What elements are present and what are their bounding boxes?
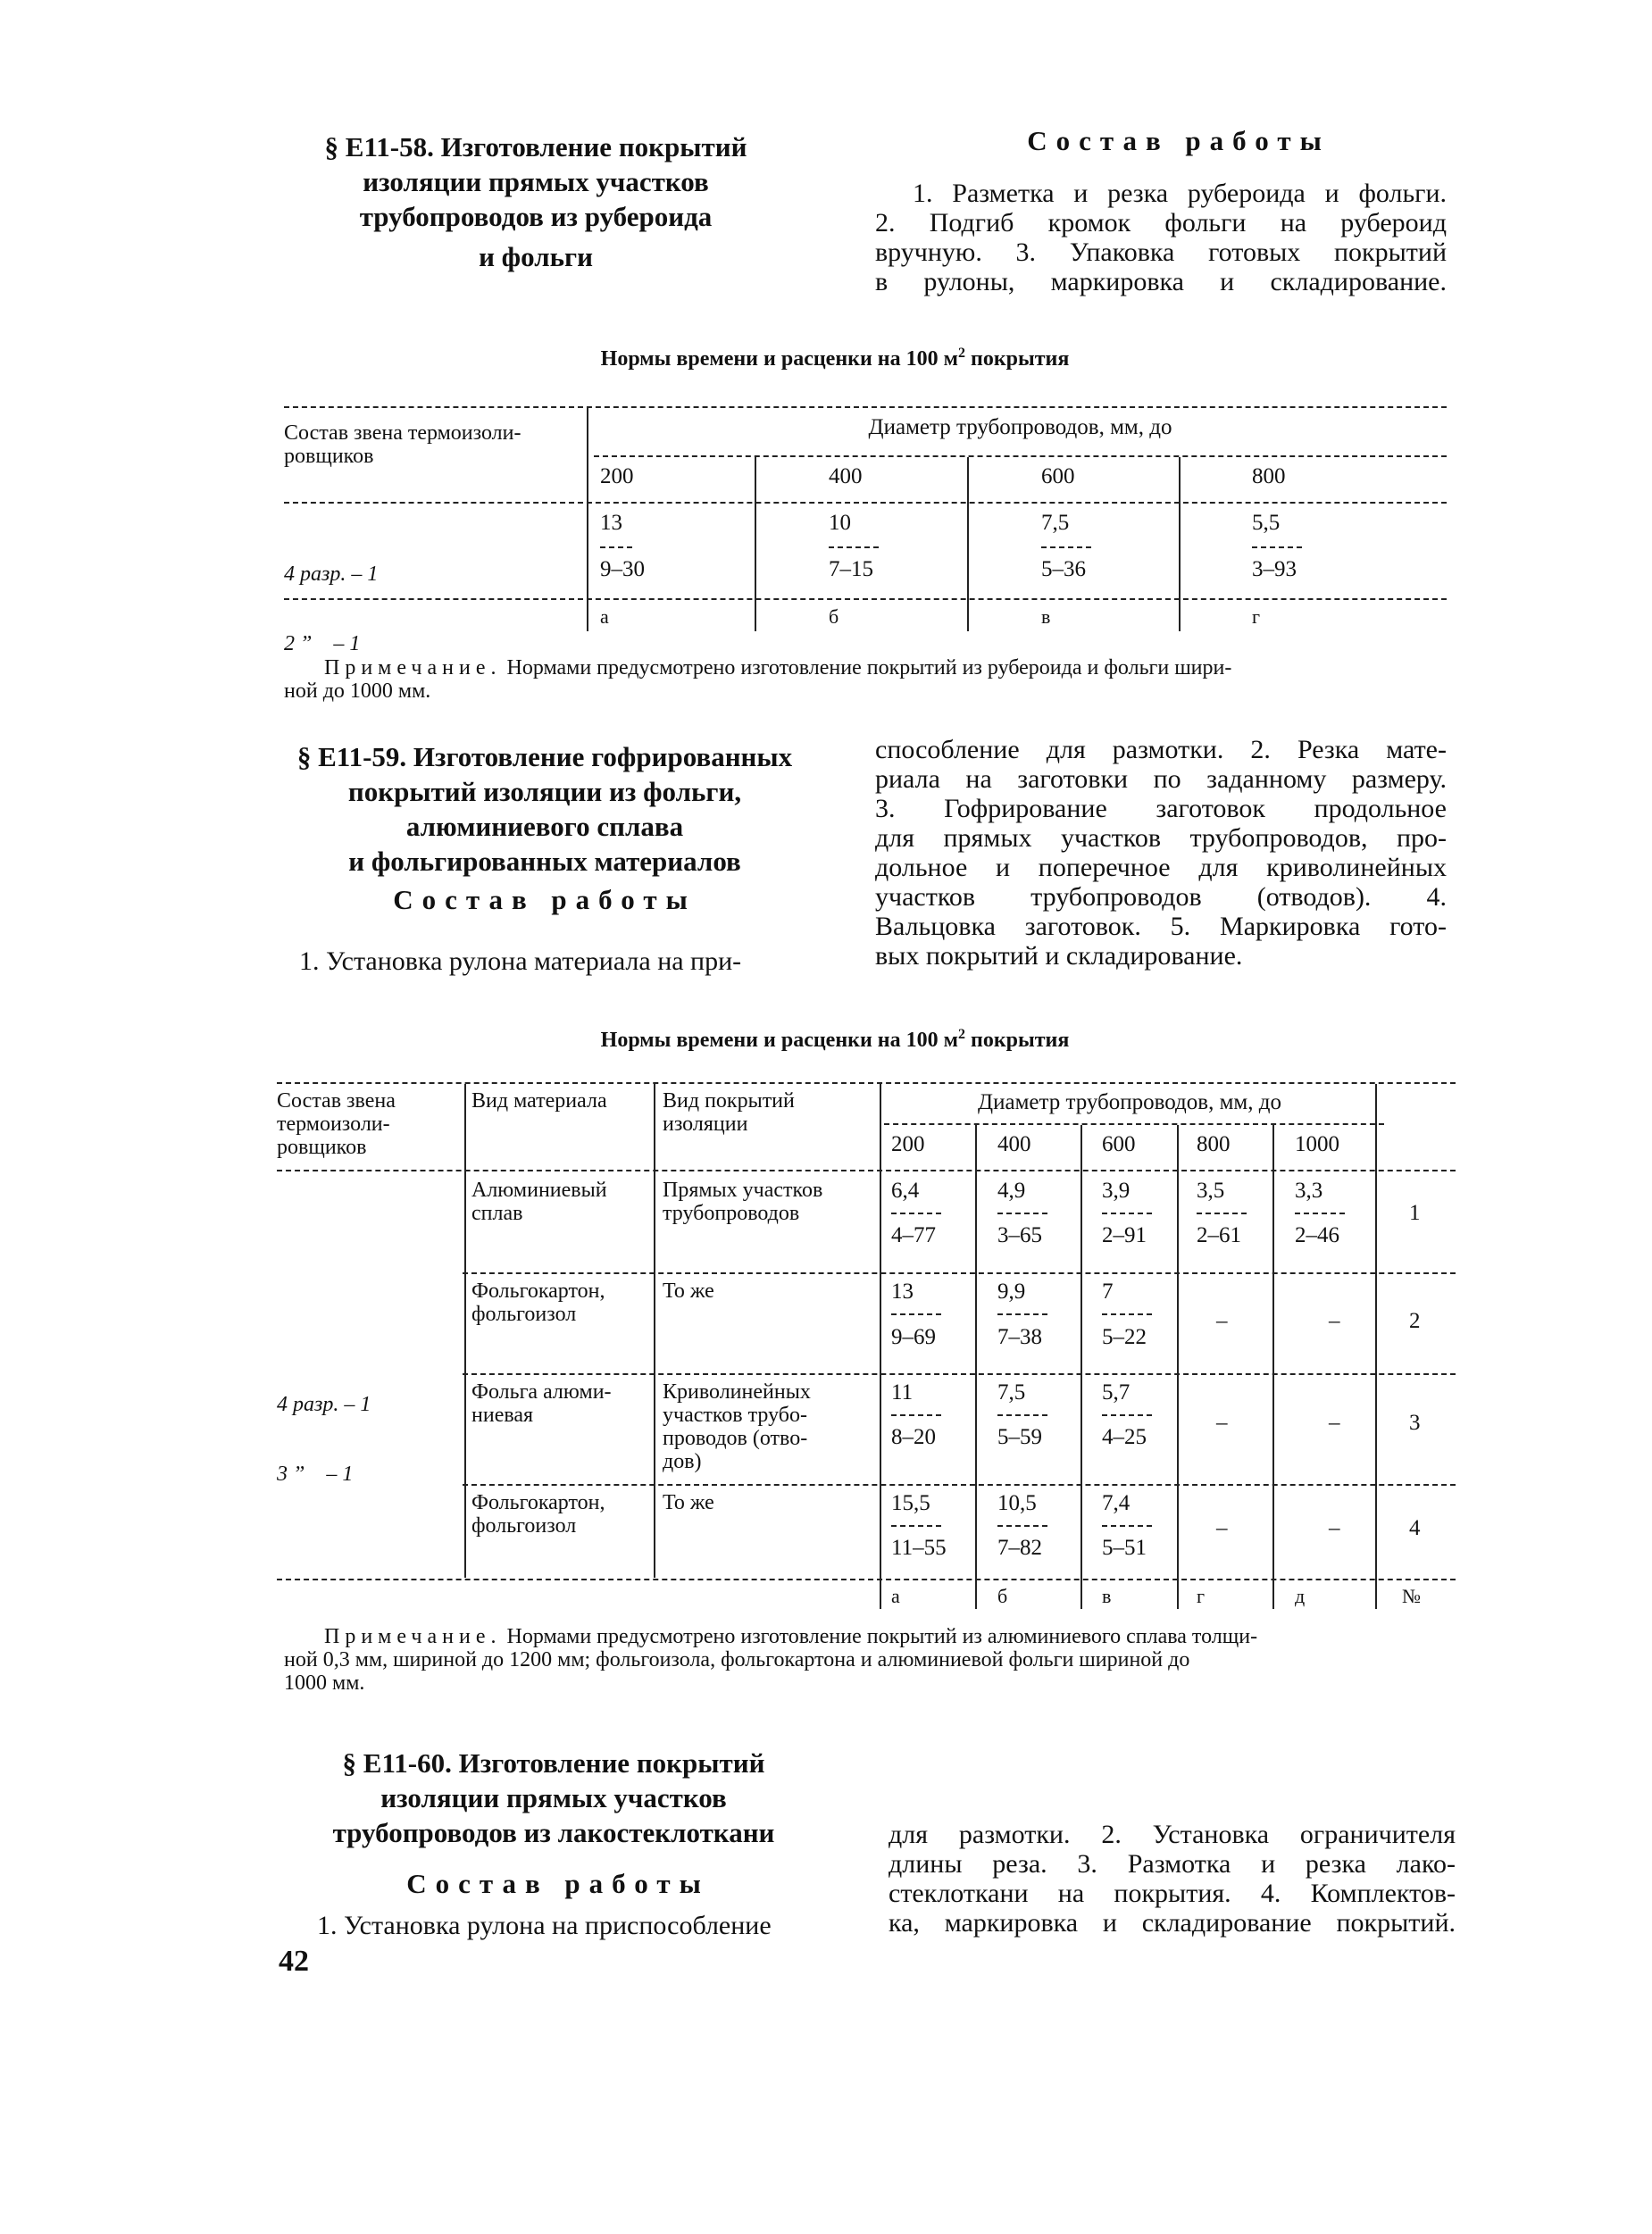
crew-line: 3 ” – 1 bbox=[277, 1463, 354, 1486]
s59-work-line: для прямых участков трубопроводов, про- bbox=[875, 823, 1447, 853]
s59-column-letter: д bbox=[1295, 1585, 1306, 1607]
s59-column-letter: г bbox=[1197, 1585, 1206, 1607]
s58-diameter: 400 bbox=[829, 464, 863, 488]
s59-row-number: 1 bbox=[1409, 1201, 1421, 1225]
s59-rate: 7–38 bbox=[997, 1325, 1042, 1349]
s59-dash: – bbox=[1329, 1516, 1340, 1540]
s59-work-line: Вальцовка заготовок. 5. Маркировка гото- bbox=[875, 912, 1447, 941]
s58-rate: 9–30 bbox=[600, 557, 645, 581]
s59-rate: 4–77 bbox=[891, 1223, 936, 1247]
note-line: ной 0,3 мм, шириной до 1200 мм; фольгоизола, фольгокартона и алюминиевой фольги шириной до bbox=[284, 1648, 1190, 1671]
s60-title-line: изоляции прямых участков bbox=[380, 1782, 727, 1813]
s60-work-right bbox=[889, 1820, 1456, 1938]
s59-row-cover: То же bbox=[663, 1280, 714, 1303]
s59-norm: 11 bbox=[891, 1380, 914, 1405]
note-line bbox=[284, 1625, 1447, 1648]
s59-diameter: 600 bbox=[1102, 1132, 1136, 1156]
s59-norm: 13 bbox=[891, 1280, 914, 1304]
s59-rate: 4–25 bbox=[1102, 1425, 1147, 1449]
s58-title-line: изоляции прямых участков bbox=[363, 166, 709, 197]
s59-norm: 3,9 bbox=[1102, 1179, 1131, 1203]
note-label: Примечание. bbox=[324, 1625, 502, 1648]
s58-header-crew: Состав звена термоизоли-ровщиков bbox=[284, 421, 521, 468]
s58-work-heading: Состав работы bbox=[1027, 125, 1331, 156]
s59-rate: 5–59 bbox=[997, 1425, 1042, 1449]
s58-title-line: § Е11-58. Изготовление покрытий bbox=[324, 131, 747, 163]
s60-title bbox=[304, 1746, 804, 1850]
s59-norm: 4,9 bbox=[997, 1179, 1026, 1203]
caption-text: Нормы времени и расценки на 100 м bbox=[600, 347, 958, 371]
s60-title-line: § Е11-60. Изготовление покрытий bbox=[342, 1747, 765, 1779]
s59-table-caption bbox=[500, 1027, 1170, 1053]
s58-title-line: трубопроводов из рубероида bbox=[359, 201, 713, 232]
s59-rate: 2–46 bbox=[1295, 1223, 1339, 1247]
s59-work-line: дольное и поперечное для криволинейных bbox=[875, 853, 1447, 882]
s58-rate: 3–93 bbox=[1252, 557, 1297, 581]
s59-row-cover: Криволинейных участков трубо-проводов (отво-дов) bbox=[663, 1380, 811, 1473]
s58-note bbox=[284, 656, 1447, 703]
s59-row-material: Фольгокартон, фольгоизол bbox=[471, 1280, 605, 1326]
s59-dash: – bbox=[1329, 1411, 1340, 1435]
s59-rate: 5–51 bbox=[1102, 1536, 1147, 1560]
s59-title-line: алюминиевого сплава bbox=[405, 811, 684, 842]
s59-diameter: 400 bbox=[997, 1132, 1031, 1156]
s59-title bbox=[268, 739, 822, 879]
crew-line: 4 разр. – 1 bbox=[277, 1393, 371, 1416]
caption-text-post: покрытия bbox=[964, 347, 1070, 371]
s59-column-letter: а bbox=[891, 1585, 900, 1607]
s58-table-caption bbox=[500, 346, 1170, 371]
s59-dash: – bbox=[1216, 1309, 1228, 1333]
s60-work-line: длины реза. 3. Размотка и резка лако- bbox=[889, 1849, 1456, 1879]
s59-rate: 5–22 bbox=[1102, 1325, 1147, 1349]
s59-rate: 7–82 bbox=[997, 1536, 1042, 1560]
caption-sup: 2 bbox=[957, 1027, 965, 1042]
s58-rate: 5–36 bbox=[1041, 557, 1086, 581]
s59-row-cover: То же bbox=[663, 1491, 714, 1514]
s58-work-text bbox=[875, 179, 1447, 296]
s58-work-line: 2. Подгиб кромок фольги на рубероид bbox=[875, 208, 1447, 238]
note-label: Примечание. bbox=[324, 656, 502, 679]
s58-diameter: 200 bbox=[600, 464, 634, 488]
s59-title-line: и фольгированных материалов bbox=[348, 846, 741, 877]
s59-rate: 8–20 bbox=[891, 1425, 936, 1449]
s59-crew bbox=[277, 1346, 371, 1532]
s58-work-line: в рулоны, маркировка и складирование. bbox=[875, 267, 1447, 296]
s59-header-crew: Состав звена термоизоли-ровщиков bbox=[277, 1089, 396, 1159]
s58-title bbox=[295, 129, 777, 274]
s58-diameter: 800 bbox=[1252, 464, 1286, 488]
s58-header-diameter: Диаметр трубопроводов, мм, до bbox=[868, 415, 1172, 439]
s58-column-letter: в bbox=[1041, 605, 1051, 628]
s60-title-line: трубопроводов из лакостеклоткани bbox=[332, 1817, 775, 1848]
s59-rate: 3–65 bbox=[997, 1223, 1042, 1247]
s59-dash: – bbox=[1216, 1411, 1228, 1435]
note-text: Нормами предусмотрено изготовление покрытий из рубероида и фольги шири- bbox=[501, 656, 1232, 679]
s58-title-line: и фольги bbox=[479, 241, 593, 272]
s59-row-cover: Прямых участков трубопроводов bbox=[663, 1179, 823, 1225]
s59-diameter: 800 bbox=[1197, 1132, 1231, 1156]
caption-text: Нормы времени и расценки на 100 м bbox=[600, 1029, 958, 1052]
s59-row-material: Фольгокартон, фольгоизол bbox=[471, 1491, 605, 1538]
s59-norm: 6,4 bbox=[891, 1179, 920, 1203]
s60-work-line: ка, маркировка и складирование покрытий. bbox=[889, 1908, 1456, 1938]
note-text: Нормами предусмотрено изготовление покрытий из алюминиевого сплава толщи- bbox=[501, 1625, 1258, 1648]
note-line bbox=[284, 656, 1447, 679]
s59-rate: 9–69 bbox=[891, 1325, 936, 1349]
s58-work-line: вручную. 3. Упаковка готовых покрытий bbox=[875, 238, 1447, 267]
s59-title-line: § Е11-59. Изготовление гофрированных bbox=[296, 741, 793, 772]
s58-norm: 10 bbox=[829, 511, 851, 535]
s59-work-line: участков трубопроводов (отводов). 4. bbox=[875, 882, 1447, 912]
s59-header-cover: Вид покрытий изоляции bbox=[663, 1089, 795, 1136]
s59-norm: 5,7 bbox=[1102, 1380, 1131, 1405]
s59-work-line: вых покрытий и складирование. bbox=[875, 941, 1243, 971]
s58-column-letter: б bbox=[829, 605, 839, 628]
s59-work-line: 3. Гофрирование заготовок продольное bbox=[875, 794, 1447, 823]
s58-norm: 13 bbox=[600, 511, 622, 535]
s59-row-material: Фольга алюми-ниевая bbox=[471, 1380, 612, 1427]
s60-work-left: 1. Установка рулона на приспособление bbox=[317, 1911, 772, 1940]
note-line: ной до 1000 мм. bbox=[284, 679, 431, 703]
caption-sup: 2 bbox=[957, 346, 965, 361]
s58-diameter: 600 bbox=[1041, 464, 1075, 488]
note-line: 1000 мм. bbox=[284, 1671, 365, 1695]
s59-header-material: Вид материала bbox=[471, 1089, 607, 1113]
s59-work-line: способление для размотки. 2. Резка мате- bbox=[875, 735, 1447, 764]
s59-work-right bbox=[875, 735, 1447, 971]
page-number: 42 bbox=[279, 1945, 309, 1978]
s59-row-number: 3 bbox=[1409, 1411, 1421, 1435]
s59-title-line: покрытий изоляции из фольги, bbox=[347, 776, 742, 807]
s59-norm: 7 bbox=[1102, 1280, 1114, 1304]
caption-text-post: покрытия bbox=[964, 1029, 1070, 1052]
s59-norm: 7,5 bbox=[997, 1380, 1026, 1405]
s59-column-letter: в bbox=[1102, 1585, 1112, 1607]
s59-diameter: 1000 bbox=[1295, 1132, 1339, 1156]
s59-diameter: 200 bbox=[891, 1132, 925, 1156]
s59-norm: 7,4 bbox=[1102, 1491, 1131, 1515]
s59-row-number: 2 bbox=[1409, 1309, 1421, 1333]
s59-row-material: Алюминиевый сплав bbox=[471, 1179, 607, 1225]
s60-work-heading: Состав работы bbox=[406, 1868, 710, 1899]
s59-work-line: риала на заготовки по заданному размеру. bbox=[875, 764, 1447, 794]
s59-work-heading: Состав работы bbox=[393, 884, 697, 915]
s59-number-label: № bbox=[1402, 1585, 1421, 1607]
s59-header-diameter: Диаметр трубопроводов, мм, до bbox=[978, 1090, 1281, 1114]
crew-line: 4 разр. – 1 bbox=[284, 563, 379, 586]
s59-rate: 11–55 bbox=[891, 1536, 947, 1560]
s58-column-letter: г bbox=[1252, 605, 1261, 628]
s58-column-letter: а bbox=[600, 605, 609, 628]
s59-work-left: 1. Установка рулона материала на при- bbox=[299, 946, 742, 976]
s59-norm: 3,5 bbox=[1197, 1179, 1225, 1203]
s58-norm: 7,5 bbox=[1041, 511, 1070, 535]
s60-work-line: для размотки. 2. Установка ограничителя bbox=[889, 1820, 1456, 1849]
s59-note bbox=[284, 1625, 1447, 1695]
s59-rate: 2–61 bbox=[1197, 1223, 1241, 1247]
s59-dash: – bbox=[1216, 1516, 1228, 1540]
s59-norm: 3,3 bbox=[1295, 1179, 1323, 1203]
s59-norm: 10,5 bbox=[997, 1491, 1037, 1515]
s58-rate: 7–15 bbox=[829, 557, 873, 581]
crew-line: 2 ” – 1 bbox=[284, 632, 361, 655]
s58-norm: 5,5 bbox=[1252, 511, 1281, 535]
s59-column-letter: б bbox=[997, 1585, 1008, 1607]
s59-norm: 15,5 bbox=[891, 1491, 930, 1515]
s59-dash: – bbox=[1329, 1309, 1340, 1333]
s59-norm: 9,9 bbox=[997, 1280, 1026, 1304]
s60-work-line: стеклоткани на покрытия. 4. Комплектов- bbox=[889, 1879, 1456, 1908]
s59-rate: 2–91 bbox=[1102, 1223, 1147, 1247]
s58-work-line: 1. Разметка и резка рубероида и фольги. bbox=[913, 179, 1447, 208]
s59-row-number: 4 bbox=[1409, 1516, 1421, 1540]
